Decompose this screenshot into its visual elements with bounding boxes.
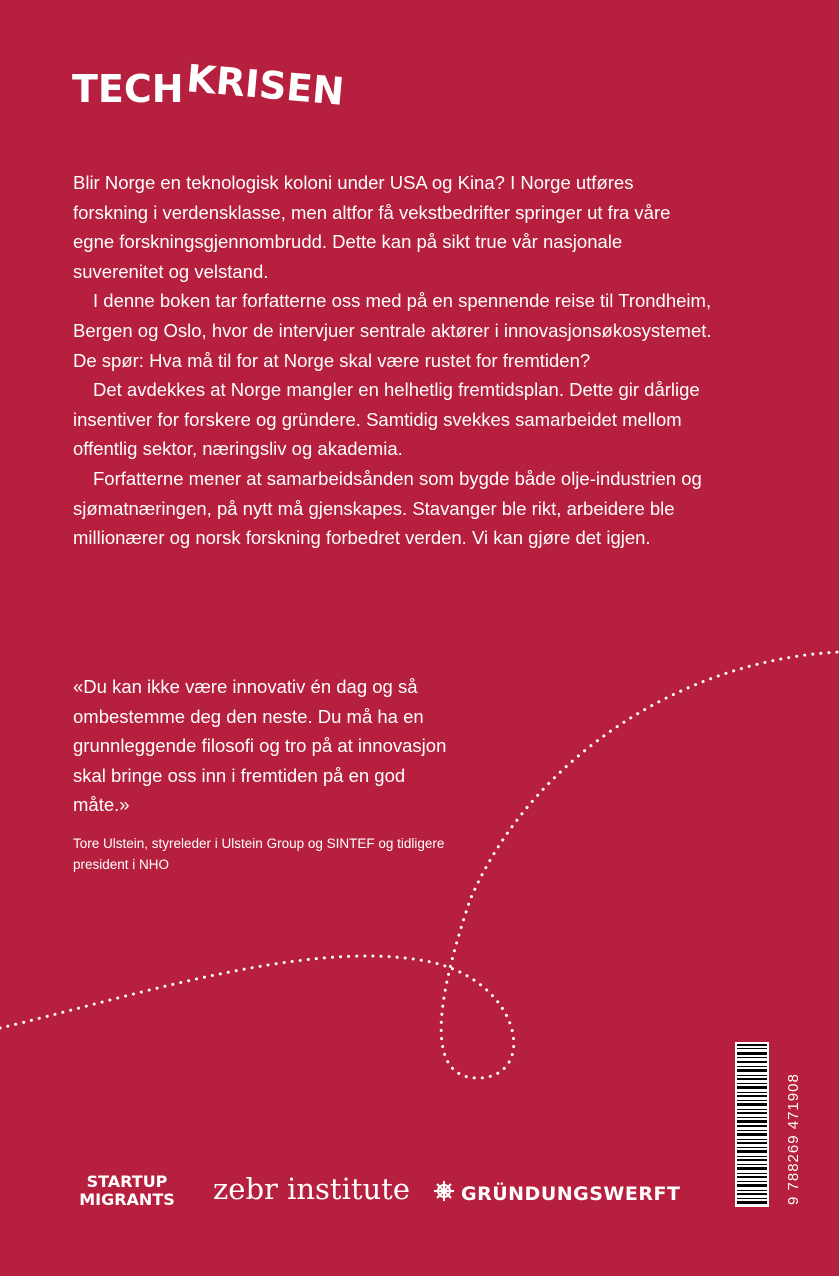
zebr-institute-logo: zebr institute [213, 1172, 410, 1206]
paragraph: Blir Norge en teknologisk koloni under USA og Kina? I Norge utføres forskning i verdensklasse, men altfor få vekstbedrifter springer ut fra våre egne forskningsgjennombrudd. Dette kan på sikt true vår nasjonale suverenitet og velstand. [73, 172, 671, 282]
startup-migrants-line2: MIGRANTS [79, 1190, 175, 1209]
startup-migrants-logo [72, 1173, 182, 1209]
paragraph: Det avdekkes at Norge mangler en helhetlig fremtidsplan. Dette gir dårlige insentiver for forskere og gründere. Samtidig svekkes samarbeidet mellom offentlig sektor, næringsliv og akademia. [73, 379, 700, 460]
ship-wheel-icon [433, 1180, 455, 1207]
paragraph: I denne boken tar forfatterne oss med på en spennende reise til Trondheim, Bergen og Oslo, hvor de intervjuer sentrale aktører i innovasjonsøkosystemet. De spør: Hva må til for at Norge skal være rustet for fremtiden? [73, 290, 712, 371]
isbn-number: 9 788269 471908 [785, 1073, 802, 1205]
quote-attribution: Tore Ulstein, styreleder i Ulstein Group og SINTEF og tidligere president i NHO [73, 836, 445, 872]
logo-krisen: KRISEN [184, 56, 346, 114]
quote: «Du kan ikke være innovativ én dag og så ombestemme deg den neste. Du må ha en grunnleggende filosofi og tro på at innovasjon skal bringe oss inn i fremtiden på en god måte.» [73, 676, 447, 816]
logo-tech: TECH [72, 67, 184, 111]
grundungswerft-logo [433, 1180, 680, 1207]
startup-migrants-line1: STARTUP [86, 1172, 168, 1191]
paragraph: Forfatterne mener at samarbeidsånden som bygde både olje-industrien og sjømatnæringen, på nytt må gjenskapes. Stavanger ble rikt, arbeidere ble millionærer og norsk forskning forbedret verden. Vi kan gjøre det igjen. [73, 467, 702, 549]
grundungswerft-label: GRÜNDUNGSWERFT [461, 1182, 681, 1205]
